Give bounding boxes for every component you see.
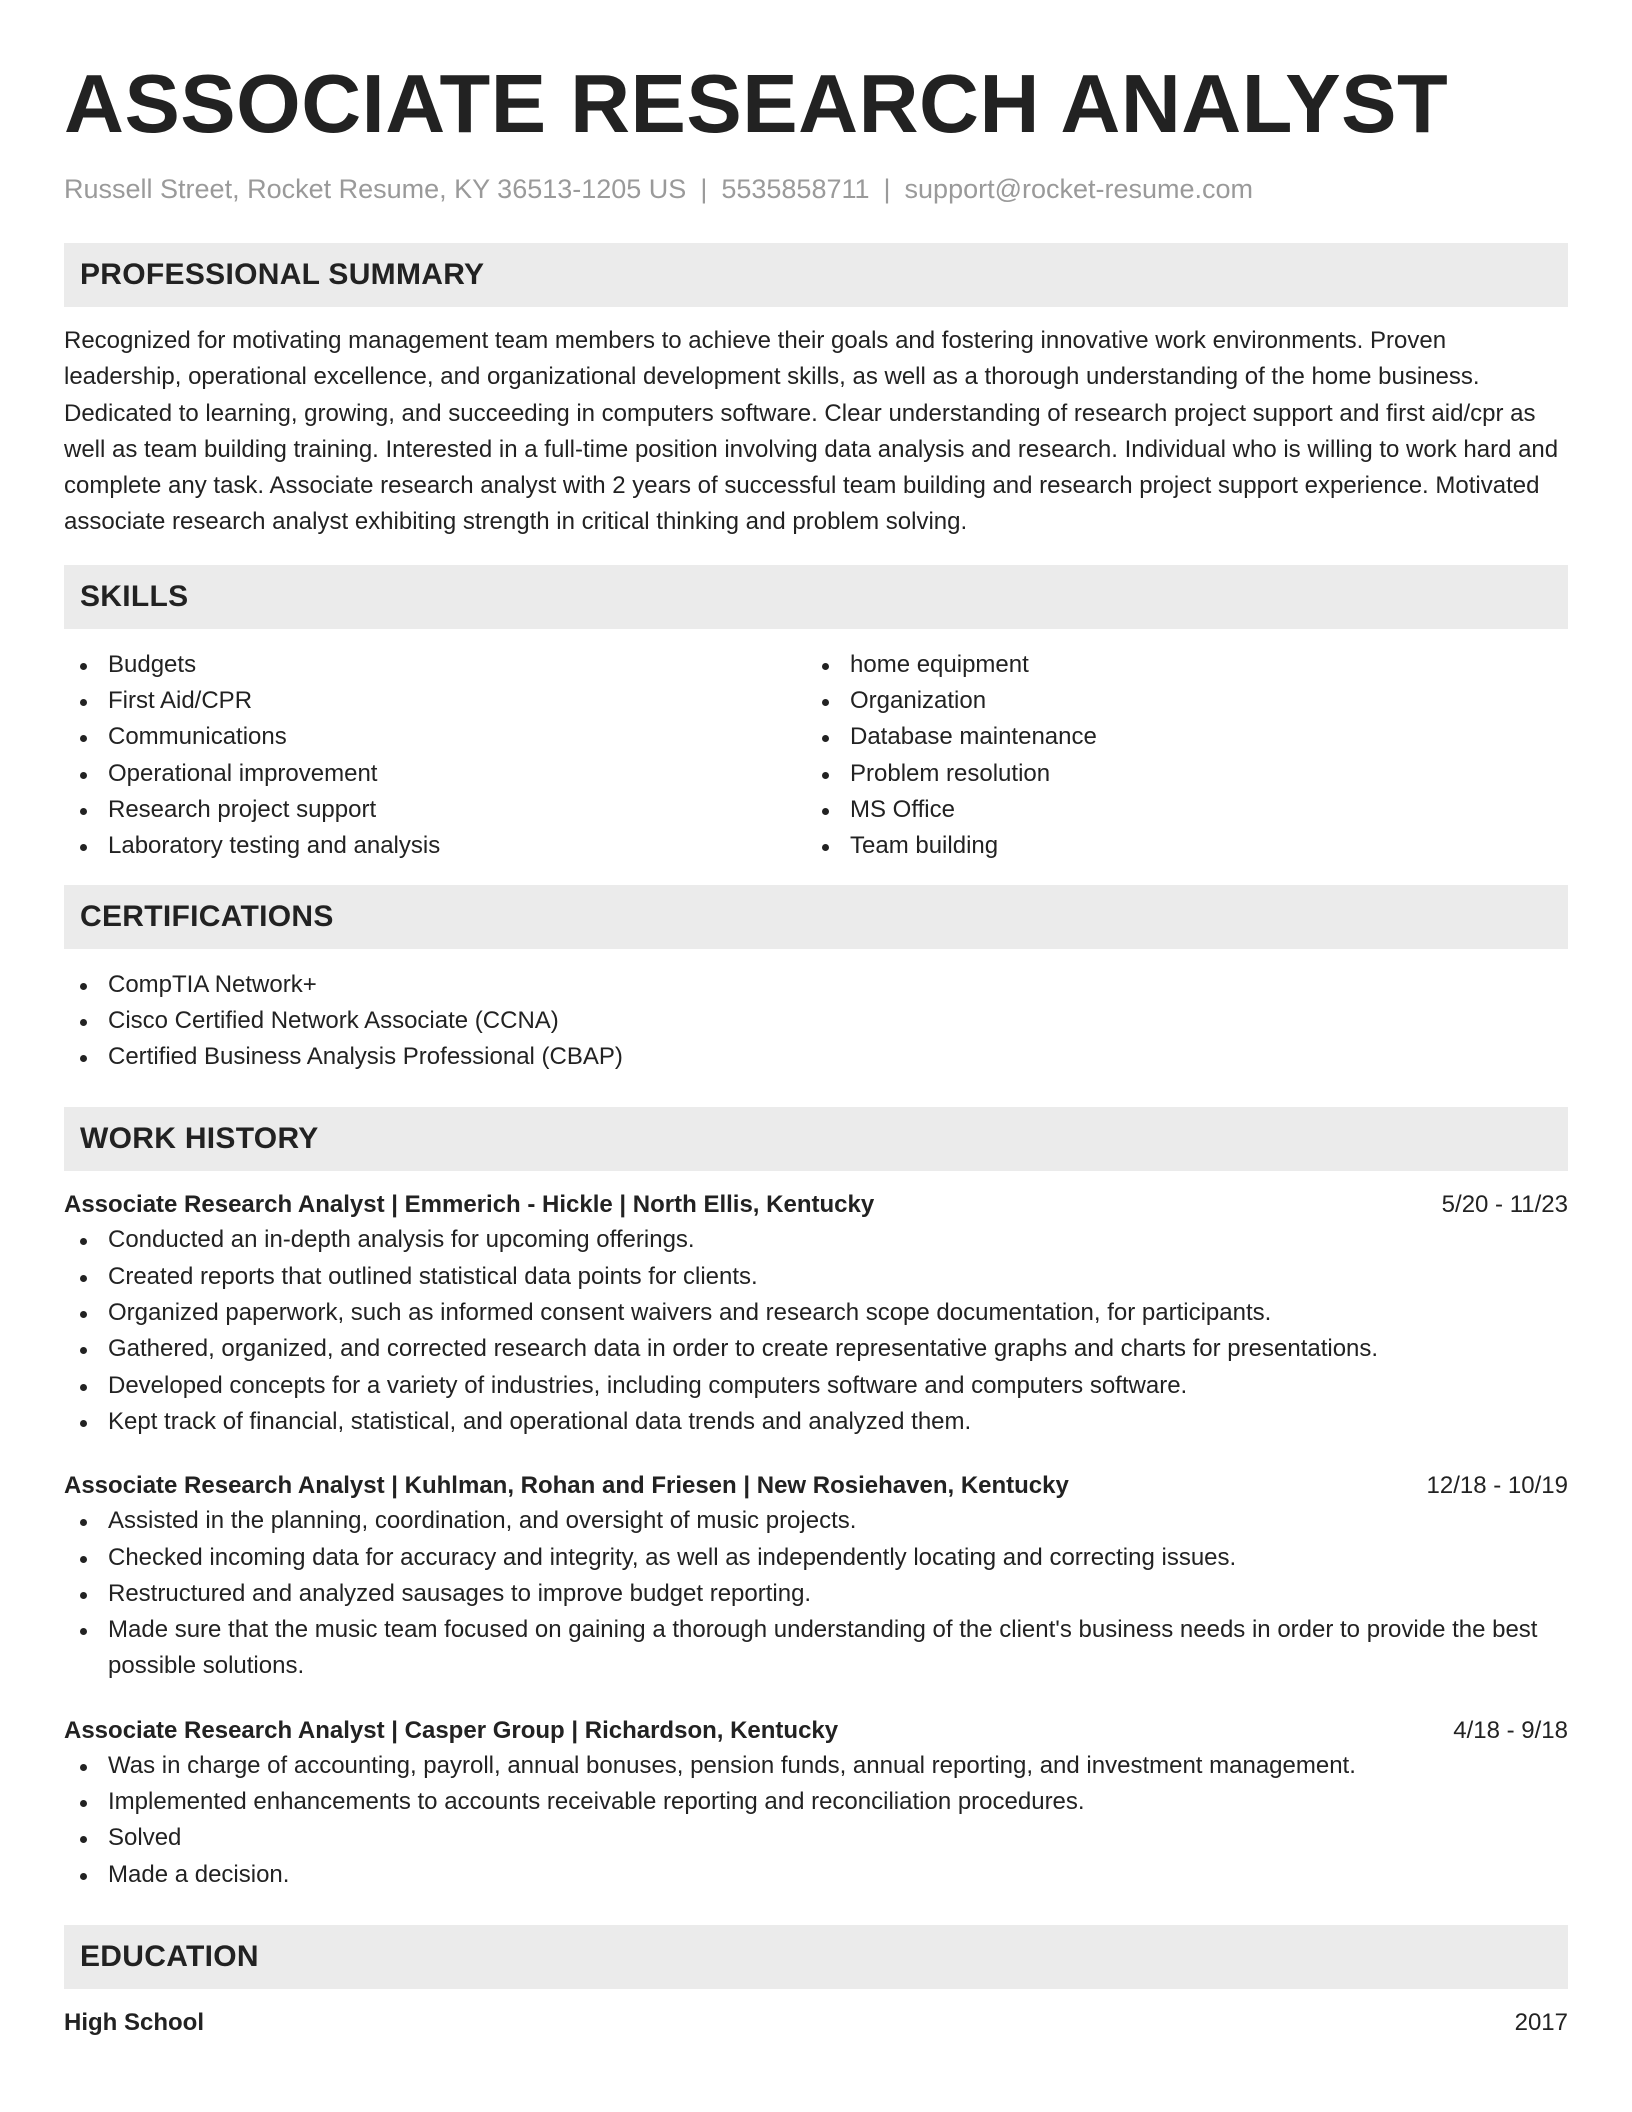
job-bullet: Organized paperwork, such as informed consent waivers and research scope documentation, for participants. — [64, 1295, 1568, 1331]
skill-item: Problem resolution — [806, 756, 1548, 792]
contact-separator: | — [700, 174, 708, 204]
job-bullet: Kept track of financial, statistical, and operational data trends and analyzed them. — [64, 1404, 1568, 1440]
job-bullet: Conducted an in-depth analysis for upcoming offerings. — [64, 1222, 1568, 1258]
skill-item: Database maintenance — [806, 719, 1548, 755]
skill-item: MS Office — [806, 792, 1548, 828]
skill-item: Research project support — [64, 792, 806, 828]
job-title: Associate Research Analyst | Casper Group | Richardson, Kentucky — [64, 1716, 839, 1744]
skills-column-left — [64, 647, 806, 865]
skill-item: Budgets — [64, 647, 806, 683]
skill-item: Team building — [806, 828, 1548, 864]
job-heading-row — [64, 1188, 1568, 1222]
job-heading-row — [64, 1469, 1568, 1503]
job-bullet: Assisted in the planning, coordination, and oversight of music projects. — [64, 1503, 1568, 1539]
contact-phone: 5535858711 — [721, 174, 870, 204]
job-bullet: Restructured and analyzed sausages to improve budget reporting. — [64, 1576, 1568, 1612]
education-school: High School — [64, 2008, 204, 2036]
job-entry — [64, 1188, 1568, 1440]
job-bullets — [64, 1503, 1568, 1684]
job-entry — [64, 1469, 1568, 1684]
job-dates: 12/18 - 10/19 — [1426, 1472, 1568, 1500]
skill-item: Laboratory testing and analysis — [64, 828, 806, 864]
candidate-name: ASSOCIATE RESEARCH ANALYST — [64, 57, 1449, 150]
job-bullet: Developed concepts for a variety of industries, including computers software and computers software. — [64, 1368, 1568, 1404]
skills-column-right — [806, 647, 1548, 865]
certifications-list — [64, 967, 1568, 1076]
job-bullet: Made sure that the music team focused on gaining a thorough understanding of the client's business needs in order to provide the best possible solutions. — [64, 1612, 1568, 1685]
job-dates: 5/20 - 11/23 — [1441, 1191, 1568, 1219]
contact-line — [64, 172, 1568, 206]
section-header-certifications: CERTIFICATIONS — [64, 885, 1568, 949]
job-bullets — [64, 1748, 1568, 1893]
section-header-summary: PROFESSIONAL SUMMARY — [64, 243, 1568, 307]
job-bullet: Made a decision. — [64, 1857, 1568, 1893]
skill-item: Communications — [64, 719, 806, 755]
certification-item: CompTIA Network+ — [64, 967, 1568, 1003]
job-title: Associate Research Analyst | Emmerich - Hickle | North Ellis, Kentucky — [64, 1191, 875, 1219]
job-bullet: Gathered, organized, and corrected research data in order to create representative graphs and charts for presentations. — [64, 1331, 1568, 1367]
job-bullet: Created reports that outlined statistical data points for clients. — [64, 1259, 1568, 1295]
section-header-work-history: WORK HISTORY — [64, 1107, 1568, 1171]
job-bullet: Implemented enhancements to accounts receivable reporting and reconciliation procedures. — [64, 1784, 1568, 1820]
certification-item: Certified Business Analysis Professional (CBAP) — [64, 1039, 1568, 1075]
skill-item: Operational improvement — [64, 756, 806, 792]
section-header-skills: SKILLS — [64, 565, 1568, 629]
contact-separator: | — [883, 174, 891, 204]
skill-item: home equipment — [806, 647, 1548, 683]
education-year: 2017 — [1514, 2008, 1568, 2036]
job-bullet: Checked incoming data for accuracy and integrity, as well as independently locating and correcting issues. — [64, 1540, 1568, 1576]
job-entry — [64, 1714, 1568, 1893]
job-bullet: Solved — [64, 1820, 1568, 1856]
section-header-education: EDUCATION — [64, 1925, 1568, 1989]
job-heading-row — [64, 1714, 1568, 1748]
job-bullet: Was in charge of accounting, payroll, annual bonuses, pension funds, annual reporting, and investment management. — [64, 1748, 1568, 1784]
resume-page — [64, 0, 1568, 2040]
job-bullets — [64, 1222, 1568, 1440]
job-title: Associate Research Analyst | Kuhlman, Rohan and Friesen | New Rosiehaven, Kentucky — [64, 1472, 1069, 1500]
contact-address: Russell Street, Rocket Resume, KY 36513-1205 US — [64, 174, 687, 204]
summary-text: Recognized for motivating management team members to achieve their goals and fostering innovative work environments. Proven leadership, operational excellence, and organizational development skills, as well as a thorough understanding of the home business. Dedicated to learning, growing, and succeeding in computers software. Clear understanding of research project support and first aid/cpr as well as team building training. Interested in a full-time position involving data analysis and research. Individual who is willing to work hard and complete any task. Associate research analyst with 2 years of successful team building and research project support experience. Motivated associate research analyst exhibiting strength in critical thinking and problem solving. — [64, 327, 1559, 536]
skill-item: Organization — [806, 683, 1548, 719]
skills-grid — [64, 647, 1568, 865]
skill-item: First Aid/CPR — [64, 683, 806, 719]
job-dates: 4/18 - 9/18 — [1453, 1716, 1568, 1744]
certification-item: Cisco Certified Network Associate (CCNA) — [64, 1003, 1568, 1039]
contact-email[interactable]: support@rocket-resume.com — [904, 174, 1254, 204]
education-row — [64, 2006, 1568, 2040]
